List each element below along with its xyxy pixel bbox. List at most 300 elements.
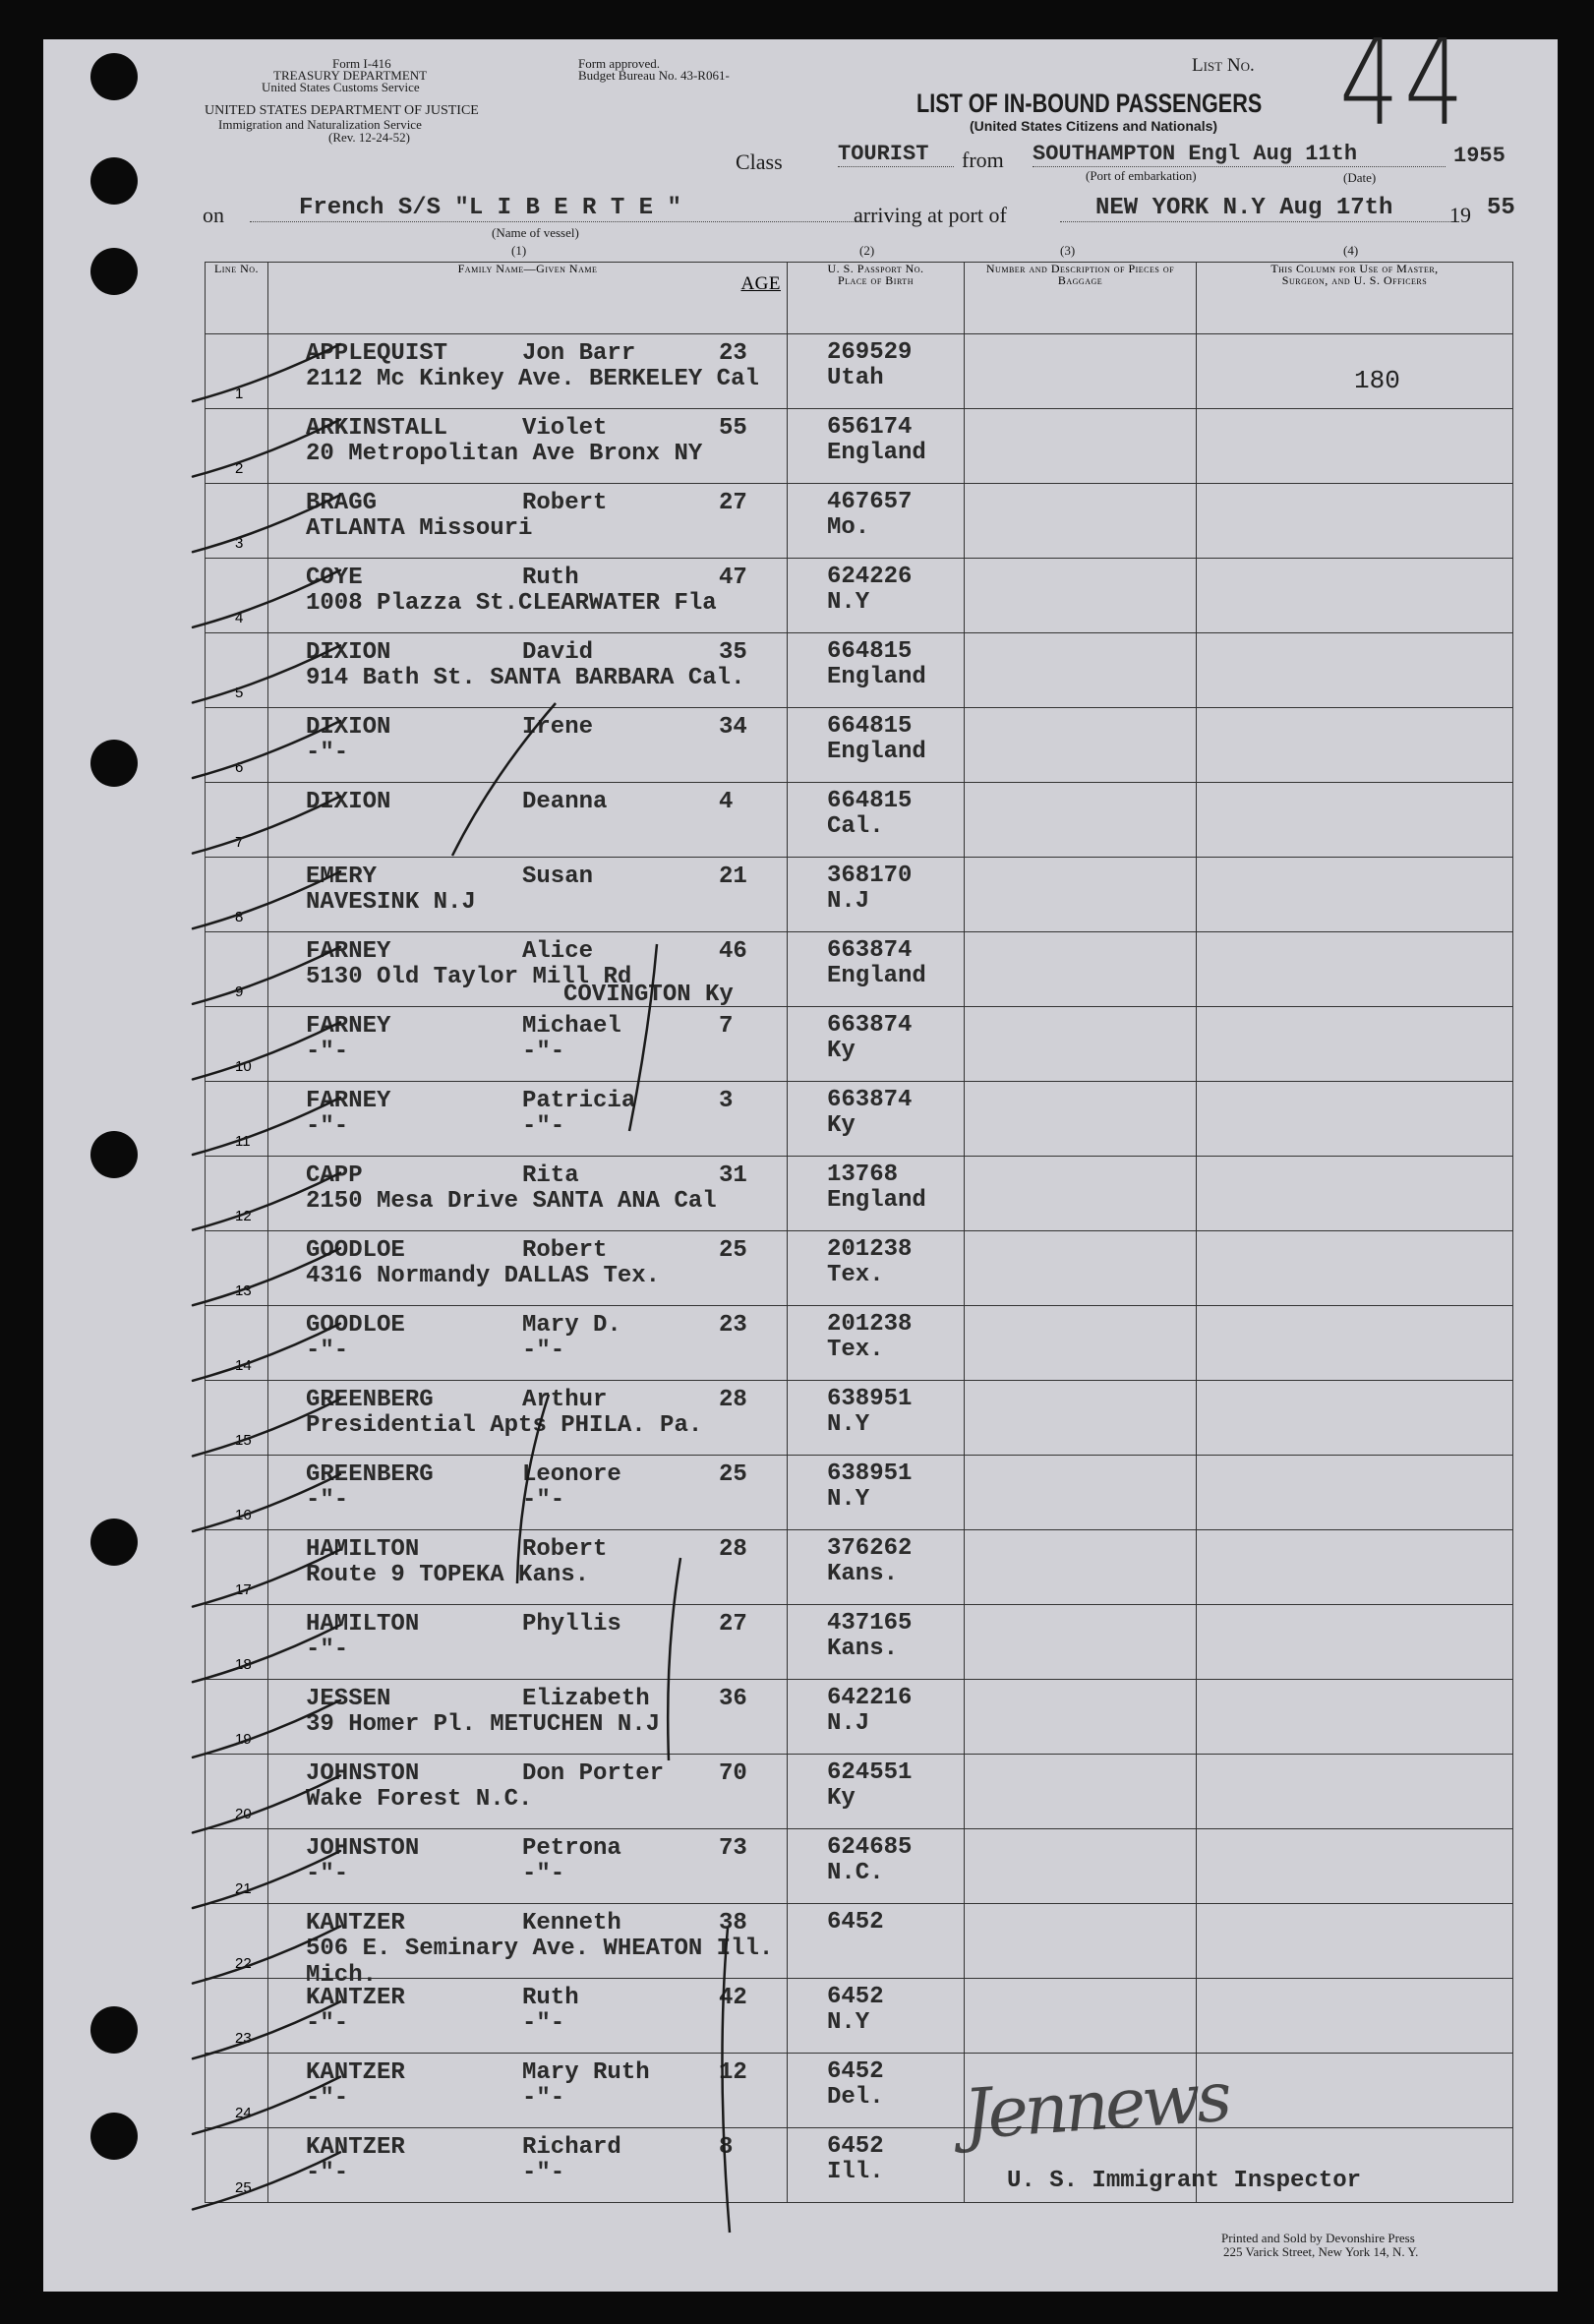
family-name: JESSEN	[306, 1686, 391, 1712]
passport-cell	[788, 1381, 965, 1456]
line-no-cell	[206, 1829, 268, 1904]
family-name: COYE	[306, 565, 363, 591]
line-number: 9	[235, 983, 244, 1000]
passport-cell	[788, 1680, 965, 1755]
ins-title: Immigration and Naturalization Service	[218, 117, 422, 132]
name-cell	[268, 2128, 788, 2203]
officer-cell	[1197, 484, 1513, 559]
place-of-birth: Ill.	[827, 2159, 884, 2185]
officer-cell	[1197, 1904, 1513, 1979]
passport-cell	[788, 334, 965, 409]
name-cell	[268, 1530, 788, 1605]
line-number: 16	[235, 1507, 252, 1523]
baggage-cell	[965, 1157, 1197, 1231]
printer-line-1: Printed and Sold by Devonshire Press	[1221, 2231, 1415, 2245]
binder-hole	[90, 740, 138, 787]
passenger-table	[205, 262, 1513, 2203]
passport-number: 638951	[827, 1386, 913, 1412]
family-name: JOHNSTON	[306, 1760, 420, 1787]
passport-number: 664815	[827, 638, 913, 665]
given-name: Ruth	[522, 1985, 579, 2011]
line-no-cell	[206, 1231, 268, 1306]
binder-hole	[90, 1519, 138, 1566]
name-cell	[268, 1979, 788, 2054]
line-number: 8	[235, 909, 244, 925]
line-number: 10	[235, 1058, 252, 1075]
age-value: 27	[719, 1611, 747, 1638]
given-name: Elizabeth	[522, 1686, 650, 1712]
address: 1008 Plazza St.CLEARWATER Fla	[306, 590, 717, 617]
table-row	[206, 708, 1513, 783]
line-no-cell	[206, 1979, 268, 2054]
address: -"-	[306, 1487, 349, 1514]
baggage-cell	[965, 1231, 1197, 1306]
name-cell	[268, 932, 788, 1007]
address: -"-	[306, 1039, 349, 1065]
passport-cell	[788, 484, 965, 559]
family-name: ARKINSTALL	[306, 415, 448, 442]
line-no-cell	[206, 484, 268, 559]
table-row	[206, 858, 1513, 932]
name-cell	[268, 708, 788, 783]
baggage-cell	[965, 1456, 1197, 1530]
col-header-passport: U. S. Passport No. Place of Birth	[788, 263, 965, 334]
line-number: 17	[235, 1581, 252, 1598]
table-row	[206, 1979, 1513, 2054]
passport-number: 664815	[827, 788, 913, 814]
given-ditto: -"-	[522, 1113, 565, 1140]
name-cell	[268, 1007, 788, 1082]
passport-number: 624551	[827, 1759, 913, 1786]
revision: (Rev. 12-24-52)	[328, 130, 410, 145]
age-value: 35	[719, 639, 747, 666]
col-header-baggage: Number and Description of Pieces of Baggage	[965, 263, 1197, 334]
age-value: 70	[719, 1760, 747, 1787]
family-name: FARNEY	[306, 1013, 391, 1040]
given-ditto: -"-	[522, 1487, 565, 1514]
table-row	[206, 1605, 1513, 1680]
line-number: 19	[235, 1731, 252, 1748]
officer-note: 180	[1354, 366, 1400, 395]
table-row	[206, 1082, 1513, 1157]
given-name: Don Porter	[522, 1760, 665, 1787]
name-cell	[268, 1157, 788, 1231]
line-number: 3	[235, 535, 244, 552]
age-value: 25	[719, 1237, 747, 1264]
family-name: GOODLOE	[306, 1312, 405, 1339]
passenger-rows	[206, 334, 1513, 2203]
officer-cell	[1197, 409, 1513, 484]
officer-cell	[1197, 1680, 1513, 1755]
address: -"-	[306, 1861, 349, 1887]
given-ditto: -"-	[522, 1338, 565, 1364]
family-name: BRAGG	[306, 490, 378, 516]
table-row	[206, 559, 1513, 633]
place-of-birth: N.Y	[827, 589, 870, 616]
address: Route 9 TOPEKA Kans.	[306, 1562, 590, 1588]
officer-cell	[1197, 783, 1513, 858]
place-of-birth: N.Y	[827, 1486, 870, 1513]
passport-cell	[788, 1979, 965, 2054]
baggage-cell	[965, 1007, 1197, 1082]
line-number: 23	[235, 2030, 252, 2047]
officer-cell	[1197, 1755, 1513, 1829]
name-cell	[268, 484, 788, 559]
officer-cell	[1197, 1456, 1513, 1530]
table-row	[206, 1829, 1513, 1904]
address: 2112 Mc Kinkey Ave. BERKELEY Cal	[306, 366, 759, 392]
given-name: Violet	[522, 415, 608, 442]
given-ditto: -"-	[522, 2010, 565, 2037]
line-number: 20	[235, 1806, 252, 1822]
arrival-value: NEW YORK N.Y Aug 17th	[1060, 195, 1459, 222]
family-name: KANTZER	[306, 2134, 405, 2161]
passport-cell	[788, 932, 965, 1007]
officer-cell	[1197, 708, 1513, 783]
given-name: Kenneth	[522, 1910, 621, 1937]
passport-cell	[788, 2054, 965, 2128]
class-value: TOURIST	[838, 142, 954, 167]
line-no-cell	[206, 633, 268, 708]
line-number: 14	[235, 1357, 252, 1374]
address: -"-	[306, 2160, 349, 2186]
baggage-cell	[965, 1904, 1197, 1979]
officer-cell	[1197, 1829, 1513, 1904]
passport-number: 664815	[827, 713, 913, 740]
place-of-birth: N.J	[827, 1710, 870, 1737]
line-no-cell	[206, 559, 268, 633]
officer-cell	[1197, 932, 1513, 1007]
place-of-birth: Kans.	[827, 1561, 899, 1587]
family-name: KANTZER	[306, 1985, 405, 2011]
address: 39 Homer Pl. METUCHEN N.J	[306, 1711, 661, 1738]
line-no-cell	[206, 858, 268, 932]
family-name: GREENBERG	[306, 1461, 434, 1488]
line-number: 1	[235, 386, 244, 402]
officer-cell	[1197, 633, 1513, 708]
given-name: Alice	[522, 938, 594, 965]
line-no-cell	[206, 1306, 268, 1381]
passport-cell	[788, 1007, 965, 1082]
age-value: 31	[719, 1162, 747, 1189]
col-header-name	[268, 263, 788, 334]
from-label: from	[962, 148, 1004, 172]
line-no-cell	[206, 1605, 268, 1680]
arrival-year: 55	[1487, 195, 1515, 221]
passport-number: 269529	[827, 339, 913, 366]
name-cell	[268, 1605, 788, 1680]
address: -"-	[306, 1637, 349, 1663]
officer-cell	[1197, 1605, 1513, 1680]
name-cell	[268, 858, 788, 932]
place-of-birth: Utah	[827, 365, 884, 391]
name-cell	[268, 783, 788, 858]
line-number: 5	[235, 685, 244, 701]
table-row	[206, 932, 1513, 1007]
line-no-cell	[206, 1680, 268, 1755]
passport-number: 6452	[827, 2058, 884, 2085]
line-no-cell	[206, 1157, 268, 1231]
passport-cell	[788, 708, 965, 783]
address: 506 E. Seminary Ave. WHEATON Ill. Mich.	[306, 1936, 774, 1989]
table-row	[206, 633, 1513, 708]
given-name: Robert	[522, 1237, 608, 1264]
address: 914 Bath St. SANTA BARBARA Cal.	[306, 665, 745, 691]
name-cell	[268, 559, 788, 633]
line-number: 6	[235, 759, 244, 776]
passport-number: 642216	[827, 1685, 913, 1711]
place-of-birth: Tex.	[827, 1337, 884, 1363]
passport-number: 201238	[827, 1311, 913, 1338]
table-row	[206, 1456, 1513, 1530]
form-approved: Form approved.	[578, 56, 661, 71]
age-value: 55	[719, 415, 747, 442]
family-name: APPLEQUIST	[306, 340, 448, 367]
name-cell	[268, 409, 788, 484]
age-value: 8	[719, 2134, 734, 2161]
address-line-2: COVINGTON Ky	[563, 982, 734, 1008]
binder-hole	[90, 1131, 138, 1178]
given-ditto: -"-	[522, 2085, 565, 2112]
passport-cell	[788, 1456, 965, 1530]
place-of-birth: England	[827, 664, 926, 690]
age-header-label: AGE	[740, 273, 781, 294]
vessel-caption: (Name of vessel)	[492, 225, 579, 240]
baggage-cell	[965, 484, 1197, 559]
passport-number: 663874	[827, 1087, 913, 1113]
line-no-cell	[206, 1904, 268, 1979]
customs-service: United States Customs Service	[262, 80, 420, 94]
family-name: FARNEY	[306, 938, 391, 965]
binder-hole	[90, 248, 138, 295]
passport-cell	[788, 1231, 965, 1306]
place-of-birth: England	[827, 963, 926, 989]
line-no-cell	[206, 708, 268, 783]
given-name: David	[522, 639, 594, 666]
baggage-cell	[965, 1530, 1197, 1605]
passport-cell	[788, 1755, 965, 1829]
passport-number: 13768	[827, 1162, 899, 1188]
place-of-birth: N.C.	[827, 1860, 884, 1886]
family-name: DIXION	[306, 789, 391, 815]
place-of-birth: England	[827, 440, 926, 466]
passport-number: 638951	[827, 1460, 913, 1487]
passport-cell	[788, 783, 965, 858]
passport-cell	[788, 1306, 965, 1381]
col-num-3: (3)	[1060, 243, 1076, 258]
passport-number: 368170	[827, 863, 913, 889]
given-name: Robert	[522, 1536, 608, 1563]
family-name: GOODLOE	[306, 1237, 405, 1264]
family-name: JOHNSTON	[306, 1835, 420, 1862]
place-of-birth: Ky	[827, 1112, 856, 1139]
passport-number: 376262	[827, 1535, 913, 1562]
col-num-4: (4)	[1343, 243, 1359, 258]
age-value: 38	[719, 1910, 747, 1937]
printer-line-2: 225 Varick Street, New York 14, N. Y.	[1223, 2244, 1419, 2259]
baggage-cell	[965, 932, 1197, 1007]
line-no-cell	[206, 1456, 268, 1530]
given-name: Michael	[522, 1013, 621, 1040]
passport-number: 437165	[827, 1610, 913, 1637]
baggage-cell	[965, 1381, 1197, 1456]
baggage-cell	[965, 1755, 1197, 1829]
baggage-cell	[965, 858, 1197, 932]
name-cell	[268, 1306, 788, 1381]
manifest-title: LIST OF IN-BOUND PASSENGERS	[916, 89, 1263, 118]
officer-cell	[1197, 1231, 1513, 1306]
given-ditto: -"-	[522, 2160, 565, 2186]
passport-cell	[788, 633, 965, 708]
name-cell	[268, 334, 788, 409]
table-row	[206, 1306, 1513, 1381]
given-name: Richard	[522, 2134, 621, 2161]
family-name: DIXION	[306, 714, 391, 741]
col-header-officers: This Column for Use of Master, Surgeon, and U. S. Officers	[1197, 263, 1513, 334]
table-row	[206, 1680, 1513, 1755]
table-row	[206, 1231, 1513, 1306]
table-row	[206, 1157, 1513, 1231]
line-no-cell	[206, 2054, 268, 2128]
family-name: FARNEY	[306, 1088, 391, 1114]
given-name: Jon Barr	[522, 340, 636, 367]
age-value: 42	[719, 1985, 747, 2011]
table-header-row	[206, 263, 1513, 334]
passport-number: 624685	[827, 1834, 913, 1861]
line-no-cell	[206, 783, 268, 858]
table-row	[206, 2054, 1513, 2128]
passport-cell	[788, 858, 965, 932]
place-of-birth: Del.	[827, 2084, 884, 2111]
place-of-birth: England	[827, 739, 926, 765]
age-value: 3	[719, 1088, 734, 1114]
officer-cell	[1197, 559, 1513, 633]
age-value: 36	[719, 1686, 747, 1712]
line-number: 22	[235, 1955, 252, 1972]
name-cell	[268, 633, 788, 708]
age-value: 21	[719, 864, 747, 890]
passport-cell	[788, 559, 965, 633]
vessel-value: French S/S "L I B E R T E "	[250, 195, 869, 222]
passport-cell	[788, 1082, 965, 1157]
passport-number: 656174	[827, 414, 913, 441]
place-of-birth: Ky	[827, 1785, 856, 1812]
line-number: 25	[235, 2179, 252, 2196]
passport-number: 6452	[827, 2133, 884, 2160]
manifest-subtitle: (United States Citizens and Nationals)	[970, 118, 1218, 134]
col-header-line-no: Line No.	[206, 263, 268, 334]
line-no-cell	[206, 2128, 268, 2203]
given-name: Leonore	[522, 1461, 621, 1488]
line-number: 21	[235, 1880, 252, 1897]
place-of-birth: N.Y	[827, 2009, 870, 2036]
address: NAVESINK N.J	[306, 889, 476, 916]
age-value: 46	[719, 938, 747, 965]
place-of-birth: Mo.	[827, 514, 870, 541]
baggage-cell	[965, 1605, 1197, 1680]
given-name: Robert	[522, 490, 608, 516]
officer-cell	[1197, 1979, 1513, 2054]
address: Presidential Apts PHILA. Pa.	[306, 1412, 703, 1439]
name-cell	[268, 1755, 788, 1829]
arriving-label: arriving at port of	[854, 203, 1007, 227]
age-value: 28	[719, 1536, 747, 1563]
passport-cell	[788, 1904, 965, 1979]
list-no-label: List No.	[1192, 55, 1255, 76]
age-value: 25	[719, 1461, 747, 1488]
line-number: 24	[235, 2105, 252, 2121]
passport-cell	[788, 409, 965, 484]
given-ditto: -"-	[522, 1039, 565, 1065]
date-caption: (Date)	[1343, 170, 1377, 185]
line-no-cell	[206, 1381, 268, 1456]
officer-cell	[1197, 334, 1513, 409]
officer-cell	[1197, 1530, 1513, 1605]
col-num-2: (2)	[859, 243, 875, 258]
table-row	[206, 1755, 1513, 1829]
table-row	[206, 783, 1513, 858]
line-no-cell	[206, 1007, 268, 1082]
inspector-signature: Jennews	[961, 2056, 1231, 2156]
baggage-cell	[965, 633, 1197, 708]
address: -"-	[306, 2010, 349, 2037]
given-name: Arthur	[522, 1387, 608, 1413]
family-name: CAPP	[306, 1162, 363, 1189]
name-header-label: Family Name—Given Name	[457, 262, 598, 275]
family-name: HAMILTON	[306, 1611, 420, 1638]
baggage-cell	[965, 1979, 1197, 2054]
binder-hole	[90, 157, 138, 205]
passport-number: 6452	[827, 1909, 884, 1936]
name-cell	[268, 1082, 788, 1157]
passport-number: 663874	[827, 1012, 913, 1039]
passport-number: 663874	[827, 937, 913, 964]
col-num-1: (1)	[511, 243, 527, 258]
baggage-cell	[965, 1680, 1197, 1755]
baggage-cell	[965, 1829, 1197, 1904]
line-no-cell	[206, 1755, 268, 1829]
place-of-birth: Kans.	[827, 1636, 899, 1662]
address: ATLANTA Missouri	[306, 515, 533, 542]
binder-hole	[90, 2006, 138, 2054]
given-ditto: -"-	[522, 1861, 565, 1887]
address: -"-	[306, 2085, 349, 2112]
line-no-cell	[206, 1530, 268, 1605]
arrival-year-prefix: 19	[1449, 203, 1471, 227]
age-value: 47	[719, 565, 747, 591]
passport-number: 467657	[827, 489, 913, 515]
address: Wake Forest N.C.	[306, 1786, 533, 1813]
baggage-cell	[965, 708, 1197, 783]
passport-cell	[788, 2128, 965, 2203]
line-no-cell	[206, 334, 268, 409]
embarkation-year: 1955	[1453, 144, 1505, 168]
on-label: on	[203, 203, 224, 227]
officer-cell	[1197, 1381, 1513, 1456]
table-row	[206, 1530, 1513, 1605]
family-name: KANTZER	[306, 1910, 405, 1937]
age-value: 4	[719, 789, 734, 815]
given-name: Susan	[522, 864, 594, 890]
age-value: 27	[719, 490, 747, 516]
passport-number: 201238	[827, 1236, 913, 1263]
family-name: DIXION	[306, 639, 391, 666]
address: 4316 Normandy DALLAS Tex.	[306, 1263, 661, 1289]
embarkation-value: SOUTHAMPTON Engl Aug 11th	[1033, 142, 1446, 167]
baggage-cell	[965, 783, 1197, 858]
line-no-cell	[206, 409, 268, 484]
class-label: Class	[736, 149, 783, 174]
